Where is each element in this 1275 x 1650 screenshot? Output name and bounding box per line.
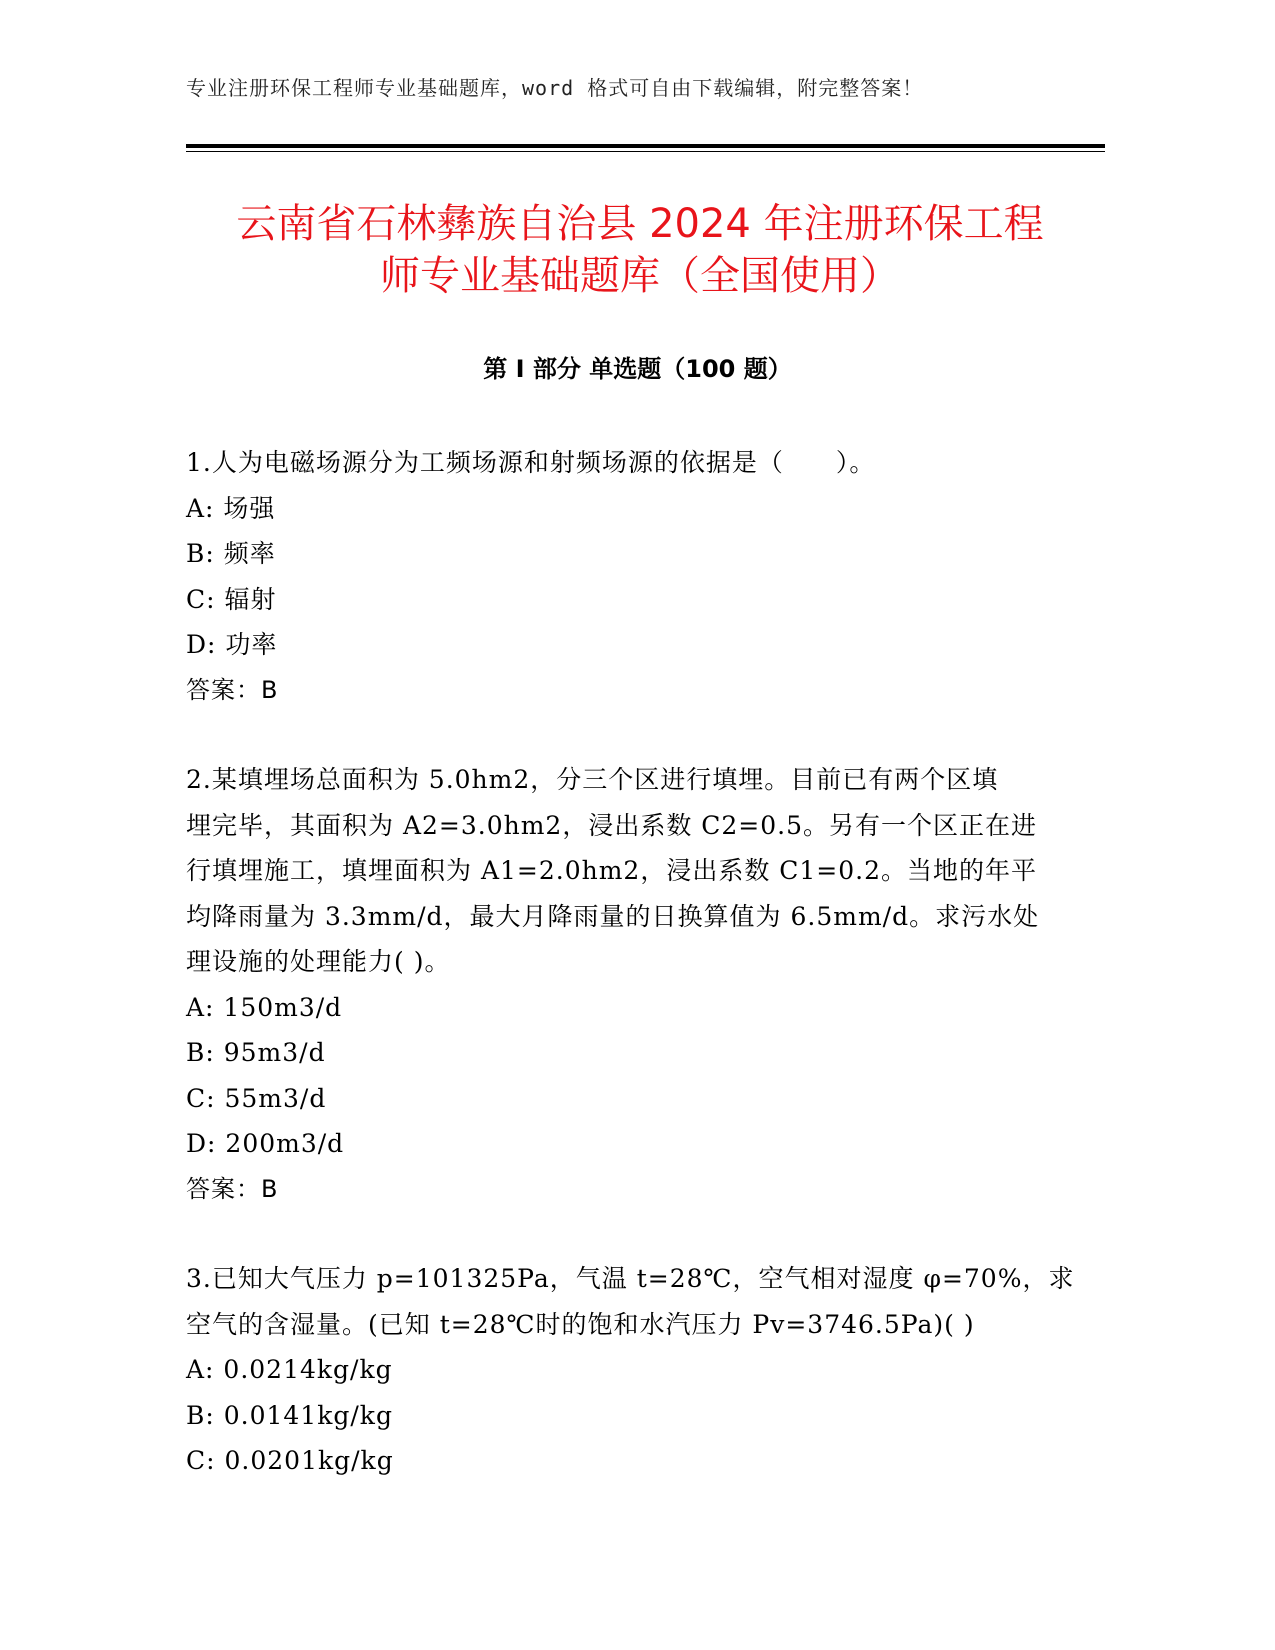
option-c: C: 55m3/d <box>186 1083 327 1113</box>
option-a: A: 150m3/d <box>186 992 343 1022</box>
answer: 答案：B <box>186 1174 279 1203</box>
option-d: D: 200m3/d <box>186 1129 345 1158</box>
question-stem: 1.人为电磁场源分为工频场源和射频场源的依据是（ ）。 <box>186 448 876 477</box>
document-title <box>160 198 1120 302</box>
option-b: B: 频率 <box>186 539 276 568</box>
option-c: C: 辐射 <box>186 584 277 614</box>
answer: 答案：B <box>186 675 279 704</box>
option-d: D: 功率 <box>186 630 278 659</box>
question-stem-line: 埋完毕，其面积为 A2=3.0hm2，浸出系数 C2=0.5。另有一个区正在进 <box>186 810 1038 840</box>
header-rule-thick <box>186 144 1105 148</box>
option-a: A: 0.0214kg/kg <box>186 1355 393 1384</box>
document-title-line-1: 云南省石林彝族自治县 2024 年注册环保工程 <box>236 201 1044 247</box>
question-stem-line: 2.某填埋场总面积为 5.0hm2，分三个区进行填埋。目前已有两个区填 <box>186 765 999 794</box>
section-title: 第 I 部分 单选题（100 题） <box>483 355 792 383</box>
question-1 <box>186 440 1086 713</box>
option-b: B: 0.0141kg/kg <box>186 1400 393 1430</box>
page-header: 专业注册环保工程师专业基础题库，word 格式可自由下载编辑，附完整答案！ <box>186 76 924 100</box>
document-title-line-2: 师专业基础题库（全国使用） <box>380 253 900 299</box>
question-3 <box>186 1256 1086 1484</box>
question-stem-line: 3.已知大气压力 p=101325Pa，气温 t=28℃，空气相对湿度 φ=70%，求 <box>186 1264 1075 1293</box>
question-list <box>186 440 1086 1528</box>
header-rule-thin <box>186 151 1105 152</box>
question-2 <box>186 757 1086 1212</box>
option-c: C: 0.0201kg/kg <box>186 1446 394 1475</box>
option-a: A: 场强 <box>186 493 276 523</box>
question-stem-line: 行填埋施工，填埋面积为 A1=2.0hm2，浸出系数 C1=0.2。当地的年平 <box>186 856 1038 885</box>
question-stem-line: 理设施的处理能力( )。 <box>186 947 451 976</box>
question-stem-line: 空气的含湿量。(已知 t=28℃时的饱和水汽压力 Pv=3746.5Pa)( ) <box>186 1309 975 1339</box>
question-stem-line: 均降雨量为 3.3mm/d，最大月降雨量的日换算值为 6.5mm/d。求污水处 <box>186 901 1040 931</box>
option-b: B: 95m3/d <box>186 1038 326 1067</box>
